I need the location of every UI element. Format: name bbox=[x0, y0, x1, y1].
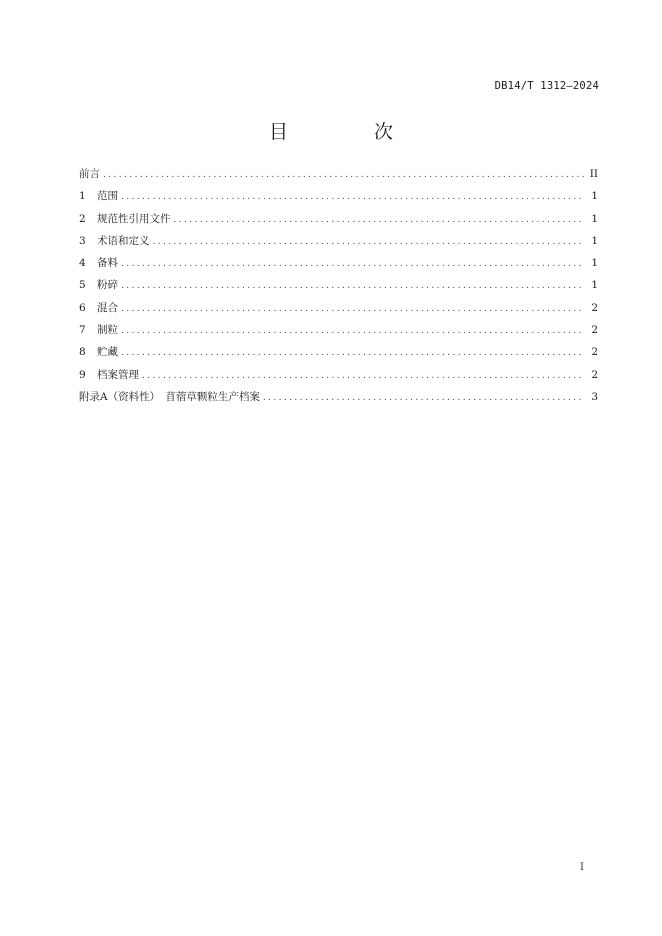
toc-entry-number: 7 bbox=[79, 324, 86, 337]
toc-entry-6[interactable] bbox=[79, 300, 598, 322]
toc-leader-dots bbox=[121, 326, 584, 336]
toc-entry-3[interactable] bbox=[79, 233, 598, 255]
toc-entry-page: 1 bbox=[591, 212, 598, 225]
toc-entry-label: 贮藏 bbox=[97, 346, 118, 359]
toc-entry-page: 3 bbox=[591, 390, 598, 403]
toc-entry-label: 前言 bbox=[79, 168, 100, 180]
toc-entry-page: 2 bbox=[591, 346, 598, 359]
toc-entry-7[interactable] bbox=[79, 322, 598, 344]
toc-leader-dots bbox=[174, 215, 585, 225]
toc-entry-1[interactable] bbox=[79, 188, 598, 210]
toc-entry-number: 3 bbox=[79, 234, 86, 247]
toc-entry-label: 混合 bbox=[97, 301, 118, 314]
toc-entry-page: II bbox=[589, 168, 598, 180]
toc-entry-9[interactable] bbox=[79, 367, 598, 389]
toc-entry-page: 2 bbox=[591, 301, 598, 314]
toc-entry-page: 1 bbox=[591, 190, 598, 203]
toc-leader-dots bbox=[263, 393, 584, 403]
document-code: DB14/T 1312—2024 bbox=[494, 80, 599, 92]
toc-entry-page: 1 bbox=[591, 279, 598, 292]
toc-entry-label: 粉碎 bbox=[97, 279, 118, 292]
toc-entry-page: 1 bbox=[591, 234, 598, 247]
toc-leader-dots bbox=[142, 371, 584, 381]
toc-entry-label: 术语和定义 bbox=[97, 234, 150, 247]
toc-leader-dots bbox=[121, 304, 584, 314]
toc-entry-page: 1 bbox=[591, 257, 598, 270]
page-title: 目 次 bbox=[268, 120, 434, 143]
toc-entry-number: 8 bbox=[79, 346, 86, 359]
toc-entry-number: 6 bbox=[79, 301, 86, 314]
toc-entry-number: 4 bbox=[79, 257, 86, 270]
page-number: I bbox=[580, 862, 584, 873]
toc-entry-page: 2 bbox=[591, 324, 598, 337]
toc-entry-4[interactable] bbox=[79, 255, 598, 277]
toc-entry-number: 9 bbox=[79, 368, 86, 381]
toc-leader-dots bbox=[153, 237, 585, 247]
toc-leader-dots bbox=[121, 281, 584, 291]
toc-leader-dots bbox=[103, 170, 584, 180]
toc-entry-appendix-a[interactable] bbox=[79, 389, 598, 411]
table-of-contents bbox=[79, 166, 598, 411]
toc-entry-foreword[interactable] bbox=[79, 166, 598, 188]
toc-leader-dots bbox=[121, 348, 584, 358]
toc-entry-page: 2 bbox=[591, 368, 598, 381]
toc-entry-number: 2 bbox=[79, 212, 86, 225]
toc-entry-label: 档案管理 bbox=[97, 368, 139, 381]
toc-entry-8[interactable] bbox=[79, 344, 598, 366]
toc-entry-5[interactable] bbox=[79, 277, 598, 299]
toc-entry-2[interactable] bbox=[79, 211, 598, 233]
toc-entry-label: 制粒 bbox=[97, 324, 118, 337]
toc-leader-dots bbox=[121, 192, 584, 202]
toc-entry-label: 附录A（资料性） 苜蓿草颗粒生产档案 bbox=[79, 390, 260, 403]
toc-entry-number: 5 bbox=[79, 279, 86, 292]
toc-entry-number: 1 bbox=[79, 190, 86, 203]
toc-entry-label: 备料 bbox=[97, 257, 118, 270]
toc-leader-dots bbox=[121, 259, 584, 269]
toc-entry-label: 规范性引用文件 bbox=[97, 212, 171, 225]
toc-entry-label: 范围 bbox=[97, 190, 118, 203]
